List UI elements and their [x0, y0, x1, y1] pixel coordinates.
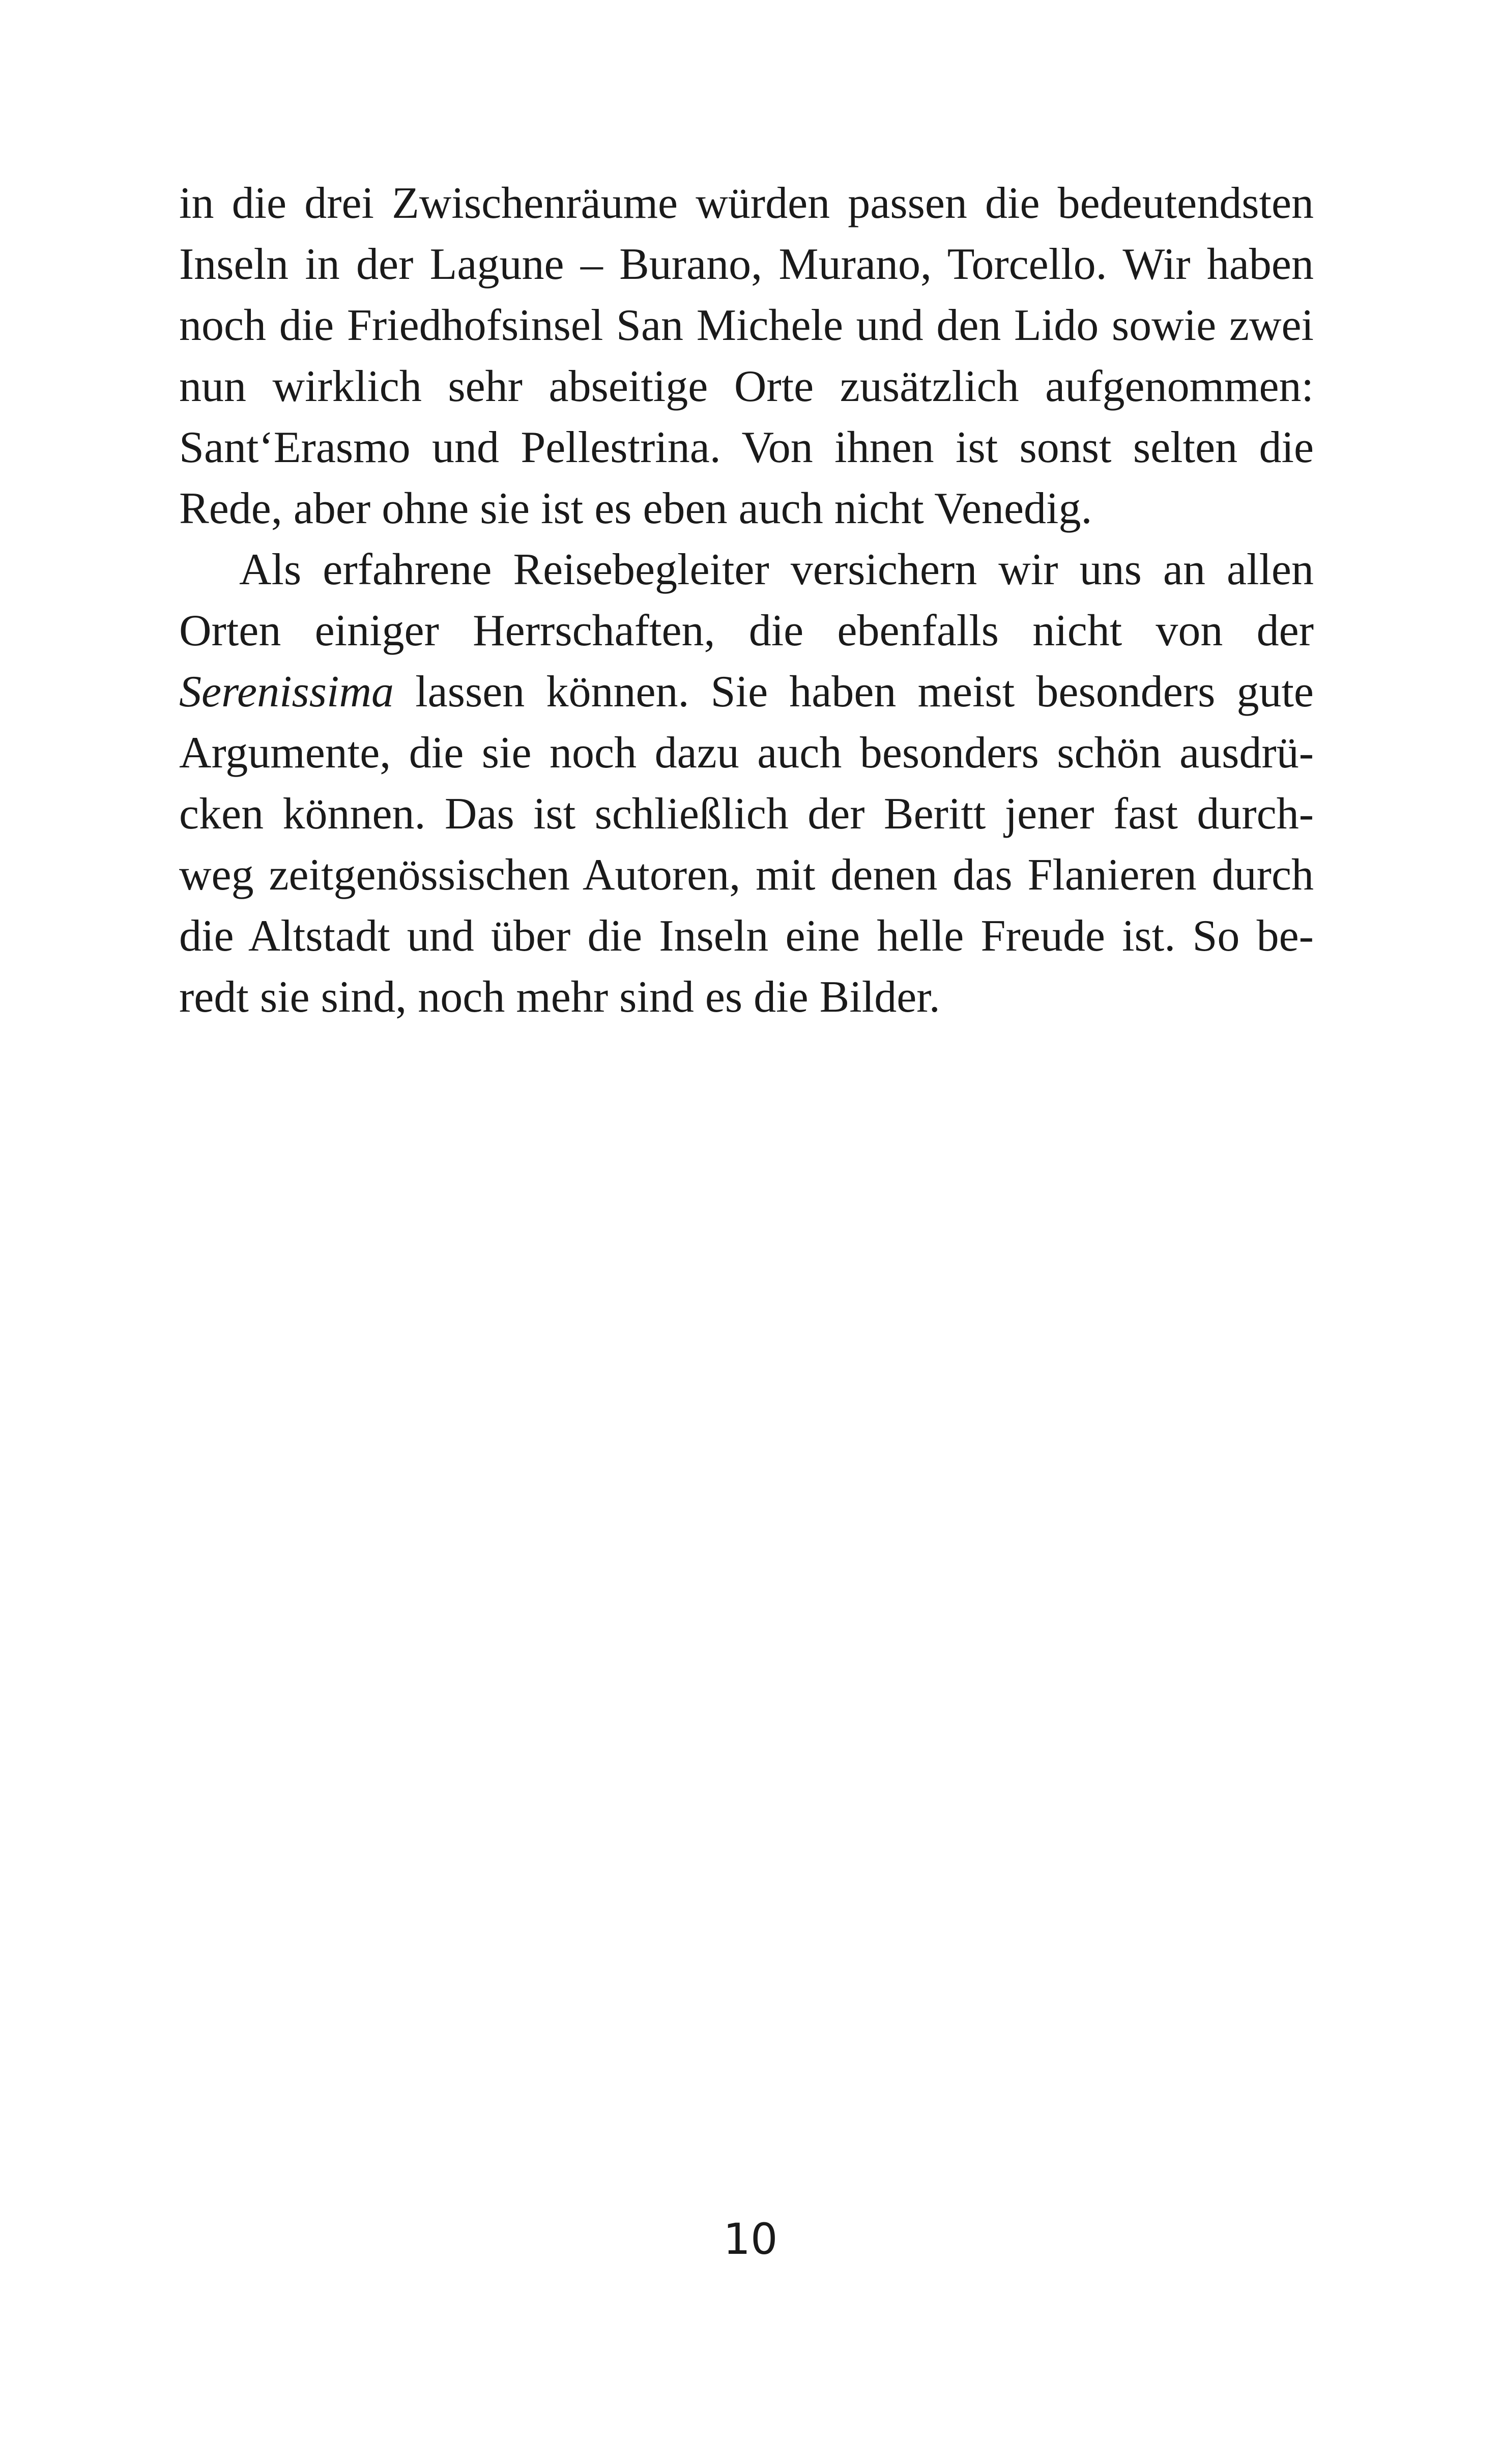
page-number: 10 — [723, 2214, 778, 2264]
emphasis-serenissima: Serenissima — [179, 667, 394, 717]
text-line: Als erfahrene Reisebegleiter versichern wir uns an allen — [239, 545, 1314, 594]
text-line: Argumente, die sie noch dazu auch besonders schön ausdrü- — [179, 728, 1314, 778]
text-line: Rede, aber ohne sie ist es eben auch nicht Venedig. — [179, 484, 1092, 533]
text-line: in die drei Zwischenräume würden passen die bedeutendsten — [179, 179, 1314, 228]
text-line-with-emphasis — [179, 662, 1314, 723]
text-line: cken können. Das ist schließlich der Beritt jener fast durch- — [179, 789, 1314, 839]
paragraph-1 — [179, 173, 1314, 539]
text-line: weg zeitgenössischen Autoren, mit denen das Flanieren durch — [179, 850, 1314, 900]
text-line: Orten einiger Herrschaften, die ebenfalls nicht von der — [179, 606, 1314, 655]
text-line: die Altstadt und über die Inseln eine helle Freude ist. So be- — [179, 911, 1314, 961]
paragraph-2 — [179, 539, 1314, 1028]
text-line: Inseln in der Lagune – Burano, Murano, Torcello. Wir haben — [179, 240, 1314, 289]
text-fragment: lassen können. Sie haben meist besonders gute — [394, 667, 1314, 717]
text-line: nun wirklich sehr abseitige Orte zusätzlich aufgenommen: — [179, 362, 1314, 411]
text-line: Sant‘Erasmo und Pellestrina. Von ihnen ist sonst selten die — [179, 423, 1314, 472]
body-text — [179, 173, 1314, 1028]
text-line: redt sie sind, noch mehr sind es die Bilder. — [179, 972, 940, 1022]
text-line: noch die Friedhofsinsel San Michele und den Lido sowie zwei — [179, 301, 1314, 350]
